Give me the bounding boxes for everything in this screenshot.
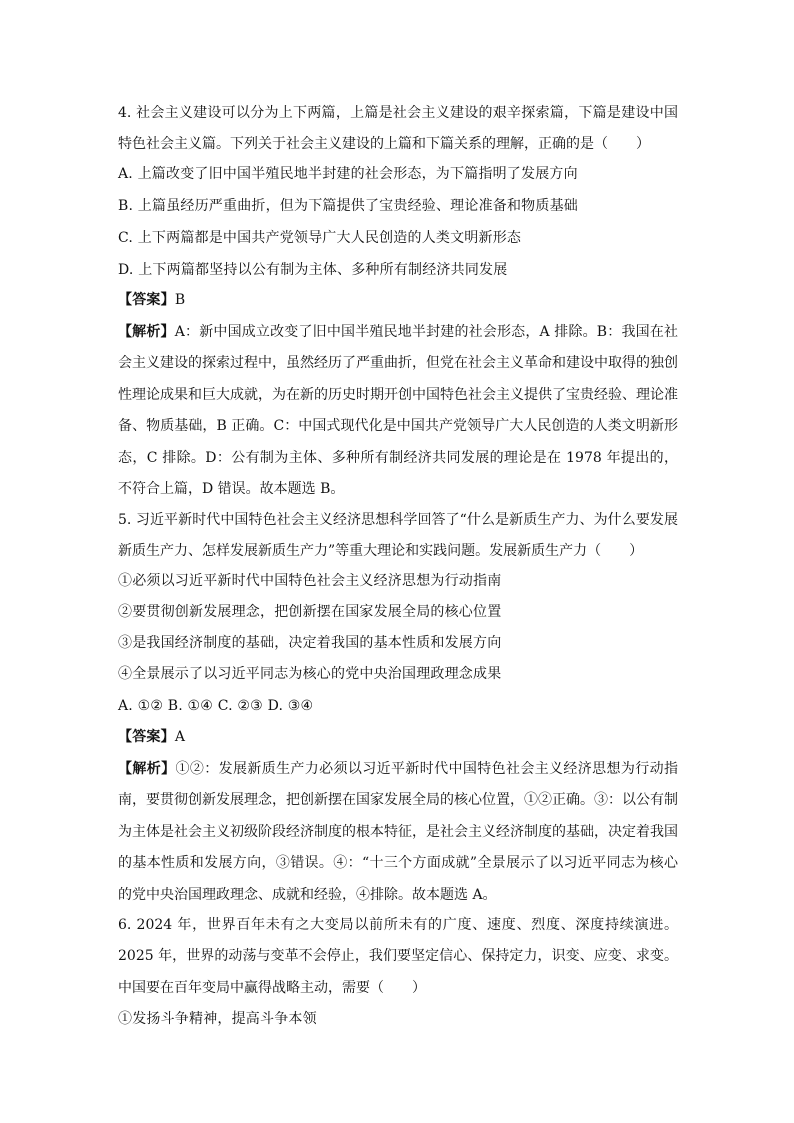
- analysis-text: ①②：发展新质生产力必须以习近平新时代中国特色社会主义经济思想为行动指南，要贯彻创新发展理念，把创新摆在国家发展全局的核心位置，①②正确。③：以公有制为主体是社会主义初级阶段经济制度的根本特征，是社会主义经济制度的基础，决定着我国的基本性质和发展方向，③错误。④：“十三个方面成就”全景展示了以习近平同志为核心的党中央治国理政理念、成就和经验，④排除。故本题选 A。: [118, 761, 679, 903]
- answer-label: 【答案】: [118, 292, 175, 308]
- question-5-options: A. ①② B. ①④ C. ②③ D. ③④: [118, 698, 314, 714]
- question-4-option-a: A. 上篇改变了旧中国半殖民地半封建的社会形态，为下篇指明了发展方向: [118, 166, 578, 182]
- question-4-answer: [118, 291, 678, 309]
- question-4-option-d: D. 上下两篇都坚持以公有制为主体、多种所有制经济共同发展: [118, 262, 508, 278]
- question-6-item-1: ①发扬斗争精神，提高斗争本领: [118, 1011, 317, 1027]
- answer-value: A: [174, 729, 186, 745]
- question-5-item-1: ①必须以习近平新时代中国特色社会主义经济思想为行动指南: [118, 573, 502, 589]
- answer-label: 【答案】: [118, 729, 175, 745]
- analysis-label: 【解析】: [118, 761, 176, 777]
- analysis-text: A：新中国成立改变了旧中国半殖民地半封建的社会形态，A 排除。B：我国在社会主义建设的探索过程中，虽然经历了严重曲折，但党在社会主义革命和建设中取得的独创性理论成果和巨大成就，为在新的历史时期开创中国特色社会主义提供了宝贵经验、理论准备、物质基础，B 正确。C：中国式现代化是中国共产党领导广大人民创造的人类文明新形态，C 排除。D：公有制为主体、多种所有制经济共同发展的理论是在 1978 年提出的，不符合上篇，D 错误。故本题选 B。: [118, 324, 679, 498]
- question-5-answer: [118, 728, 678, 746]
- question-5-item-4: ④全景展示了以习近平同志为核心的党中央治国理政理念成果: [118, 666, 502, 682]
- question-5-stem: 5. 习近平新时代中国特色社会主义经济思想科学回答了“什么是新质生产力、为什么要发展新质生产力、怎样发展新质生产力”等重大理论和实践问题。发展新质生产力（ ）: [118, 512, 678, 560]
- answer-value: B: [174, 292, 186, 308]
- question-4-option-b: B. 上篇虽经历严重曲折，但为下篇提供了宝贵经验、理论准备和物质基础: [118, 198, 578, 214]
- question-5-analysis: [118, 754, 678, 911]
- question-5-item-3: ③是我国经济制度的基础，决定着我国的基本性质和发展方向: [118, 635, 502, 651]
- question-5-item-2: ②要贯彻创新发展理念，把创新摆在国家发展全局的核心位置: [118, 604, 502, 620]
- question-4-option-c: C. 上下两篇都是中国共产党领导广大人民创造的人类文明新形态: [118, 230, 522, 246]
- question-4-analysis: [118, 317, 678, 505]
- question-4-stem: 4. 社会主义建设可以分为上下两篇，上篇是社会主义建设的艰辛探索篇，下篇是建设中国特色社会主义篇。下列关于社会主义建设的上篇和下篇关系的理解，正确的是（ ）: [118, 105, 678, 153]
- question-6-stem: 6. 2024 年，世界百年未有之大变局以前所未有的广度、速度、烈度、深度持续演进。2025 年，世界的动荡与变革不会停止，我们要坚定信心、保持定力，识变、应变、求变。中国要在百年变局中赢得战略主动，需要（ ）: [118, 917, 678, 996]
- analysis-label: 【解析】: [118, 324, 175, 340]
